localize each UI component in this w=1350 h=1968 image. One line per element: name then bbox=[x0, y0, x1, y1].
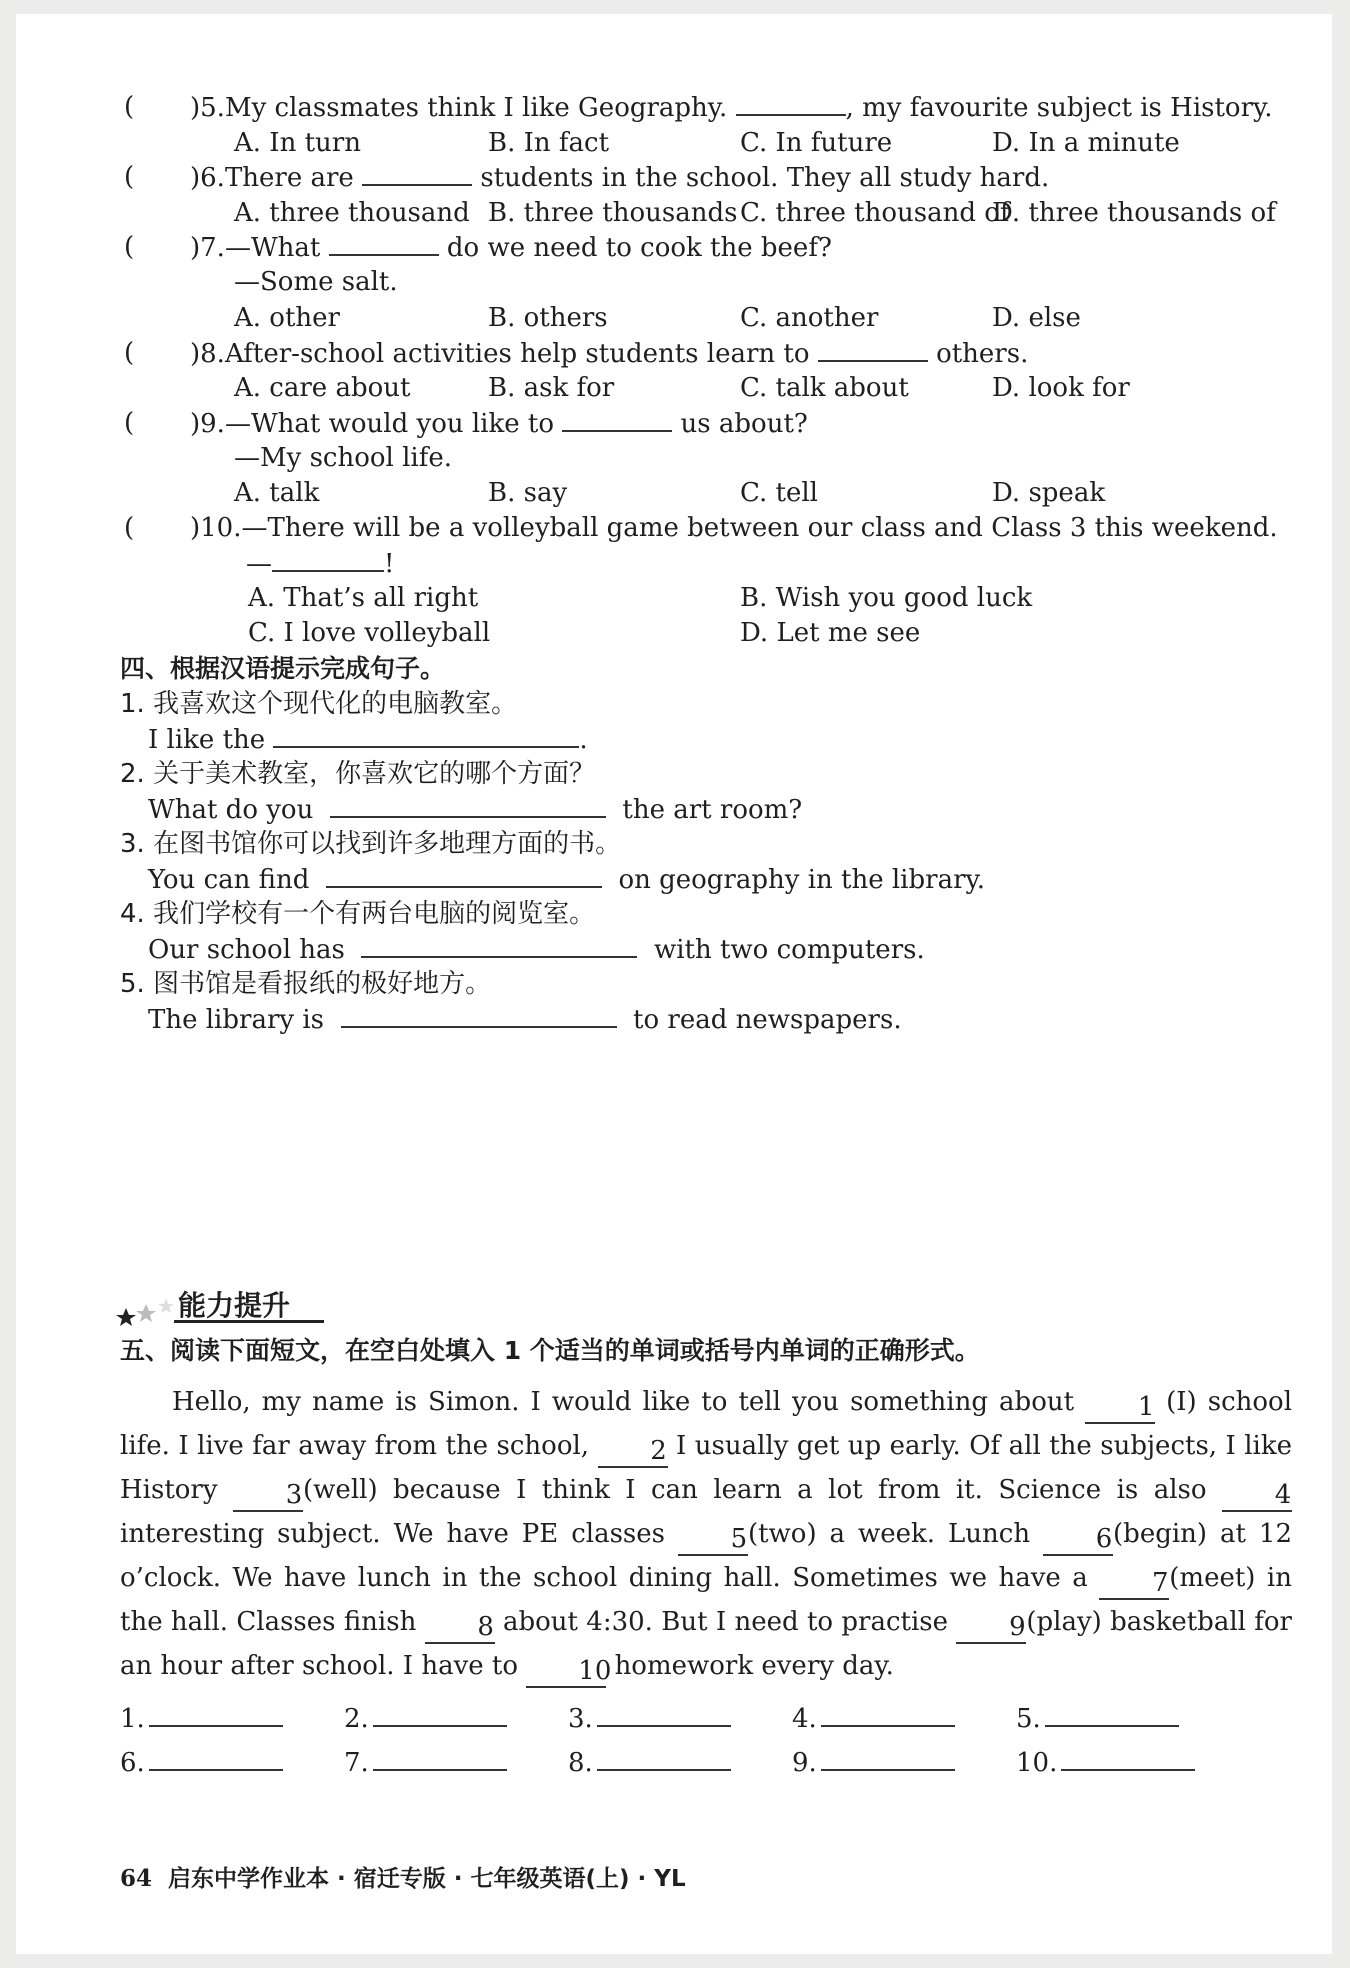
option-b: B. others bbox=[488, 303, 608, 333]
answer-field[interactable] bbox=[597, 1743, 731, 1771]
section-5-title: 五、阅读下面短文，在空白处填入 1 个适当的单词或括号内单词的正确形式。 bbox=[120, 1336, 980, 1365]
answer-line: 5. bbox=[1016, 1699, 1179, 1736]
reply-line: —My school life. bbox=[234, 443, 453, 473]
answer-blank[interactable] bbox=[326, 862, 602, 888]
question-8: )8.After-school activities help students learn to others. bbox=[190, 336, 1028, 371]
numbered-blank[interactable]: 4 bbox=[1222, 1480, 1292, 1512]
question-10: )10.—There will be a volleyball game between our class and Class 3 this weekend. bbox=[190, 513, 1278, 543]
ability-header bbox=[116, 1284, 322, 1324]
question-blank bbox=[329, 230, 439, 256]
answer-field[interactable] bbox=[821, 1699, 955, 1727]
reply-line: —Some salt. bbox=[234, 267, 398, 297]
option-c: C. tell bbox=[740, 478, 818, 508]
option-b: B. Wish you good luck bbox=[740, 583, 1033, 613]
option-d: D. Let me see bbox=[740, 618, 921, 648]
question-6: )6.There are students in the school. They all study hard. bbox=[190, 160, 1049, 195]
option-b: B. three thousands bbox=[488, 198, 738, 228]
worksheet-page bbox=[16, 14, 1332, 1954]
answer-line: 6. bbox=[120, 1743, 283, 1780]
english-sentence: You can find on geography in the library. bbox=[148, 862, 985, 897]
english-sentence: What do you the art room? bbox=[148, 792, 802, 827]
answer-bracket: ( bbox=[124, 408, 135, 438]
option-d: D. look for bbox=[992, 373, 1130, 403]
answer-line: 3. bbox=[568, 1699, 731, 1736]
answer-blank[interactable] bbox=[361, 932, 637, 958]
answer-bracket: ( bbox=[124, 162, 135, 192]
answer-bracket: ( bbox=[124, 513, 135, 543]
answer-bracket: ( bbox=[124, 232, 135, 262]
answer-field[interactable] bbox=[597, 1699, 731, 1727]
numbered-blank[interactable]: 8 bbox=[425, 1612, 495, 1644]
section-4-title: 四、根据汉语提示完成句子。 bbox=[120, 654, 446, 683]
english-sentence: Our school has with two computers. bbox=[148, 932, 925, 967]
page-number: 64 bbox=[120, 1865, 153, 1892]
answer-blank[interactable] bbox=[341, 1002, 617, 1028]
answer-line: 2. bbox=[344, 1699, 507, 1736]
question-blank bbox=[818, 336, 928, 362]
option-d: D. speak bbox=[992, 478, 1106, 508]
numbered-blank[interactable]: 7 bbox=[1099, 1568, 1169, 1600]
chinese-prompt: 2. 关于美术教室，你喜欢它的哪个方面？ bbox=[120, 759, 596, 789]
option-c: C. three thousand of bbox=[740, 198, 1010, 228]
cloze-passage: Hello, my name is Simon. I would like to tell you something about 1 (I) school life. I live far away from the school, 2 I usually get up early. Of all the subjects, I like History 3(well) because I think I can learn a lot from it. Science is also 4 interesting subject. We have PE classes 5(two) a week. Lunch 6(begin) at 12 o’clock. We have lunch in the school dining hall. Sometimes we have a 7(meet) in the hall. Classes finish 8 about 4:30. But I need to practise 9(play) basketball for an hour after school. I have to 10 homework every day. bbox=[120, 1387, 1293, 1686]
option-a: A. talk bbox=[234, 478, 320, 508]
option-b: B. say bbox=[488, 478, 568, 508]
answer-line: 8. bbox=[568, 1743, 731, 1780]
reply-line: — ! bbox=[246, 546, 394, 581]
answer-line: 1. bbox=[120, 1699, 283, 1736]
option-c: C. In future bbox=[740, 128, 893, 158]
answer-field[interactable] bbox=[821, 1743, 955, 1771]
stars-icon bbox=[116, 1294, 176, 1328]
option-c: C. another bbox=[740, 303, 879, 333]
answer-field[interactable] bbox=[149, 1699, 283, 1727]
option-d: D. three thousands of bbox=[992, 198, 1276, 228]
question-blank bbox=[362, 160, 472, 186]
option-c: C. talk about bbox=[740, 373, 909, 403]
answer-bracket: ( bbox=[124, 92, 135, 122]
chinese-prompt: 5. 图书馆是看报纸的极好地方。 bbox=[120, 969, 492, 999]
answer-line: 10. bbox=[1016, 1743, 1195, 1780]
question-blank bbox=[272, 546, 384, 572]
option-d: D. In a minute bbox=[992, 128, 1180, 158]
option-a: A. In turn bbox=[234, 128, 361, 158]
answer-bracket: ( bbox=[124, 338, 135, 368]
answer-field[interactable] bbox=[373, 1699, 507, 1727]
numbered-blank[interactable]: 9 bbox=[956, 1612, 1026, 1644]
answer-field[interactable] bbox=[149, 1743, 283, 1771]
answer-blank[interactable] bbox=[330, 792, 606, 818]
answer-field[interactable] bbox=[373, 1743, 507, 1771]
chinese-prompt: 4. 我们学校有一个有两台电脑的阅览室。 bbox=[120, 899, 596, 929]
question-blank bbox=[562, 406, 672, 432]
numbered-blank[interactable]: 1 bbox=[1085, 1392, 1155, 1424]
ability-label: 能力提升 bbox=[178, 1289, 291, 1322]
question-blank bbox=[736, 90, 846, 116]
question-7: )7.—What do we need to cook the beef? bbox=[190, 230, 832, 265]
numbered-blank[interactable]: 2 bbox=[598, 1436, 668, 1468]
option-a: A. care about bbox=[234, 373, 411, 403]
numbered-blank[interactable]: 5 bbox=[678, 1524, 748, 1556]
answer-field[interactable] bbox=[1061, 1743, 1195, 1771]
answer-field[interactable] bbox=[1045, 1699, 1179, 1727]
option-c: C. I love volleyball bbox=[248, 618, 491, 648]
answer-line: 9. bbox=[792, 1743, 955, 1780]
english-sentence: I like the . bbox=[148, 722, 588, 757]
option-b: B. In fact bbox=[488, 128, 610, 158]
question-5: )5.My classmates think I like Geography. , my favourite subject is History. bbox=[190, 90, 1273, 125]
chinese-prompt: 3. 在图书馆你可以找到许多地理方面的书。 bbox=[120, 829, 622, 859]
answer-blank[interactable] bbox=[273, 722, 579, 748]
page-footer bbox=[120, 1860, 686, 1893]
numbered-blank[interactable]: 3 bbox=[233, 1480, 303, 1512]
option-a: A. three thousand bbox=[234, 198, 470, 228]
option-b: B. ask for bbox=[488, 373, 615, 403]
answer-line: 7. bbox=[344, 1743, 507, 1780]
question-9: )9.—What would you like to us about? bbox=[190, 406, 808, 441]
chinese-prompt: 1. 我喜欢这个现代化的电脑教室。 bbox=[120, 689, 518, 719]
option-a: A. That’s all right bbox=[248, 583, 479, 613]
option-d: D. else bbox=[992, 303, 1081, 333]
english-sentence: The library is to read newspapers. bbox=[148, 1002, 902, 1037]
answer-line: 4. bbox=[792, 1699, 955, 1736]
numbered-blank[interactable]: 10 bbox=[526, 1656, 606, 1688]
option-a: A. other bbox=[234, 303, 340, 333]
book-title: 启东中学作业本 · 宿迁专版 · 七年级英语(上) · YL bbox=[168, 1866, 686, 1892]
numbered-blank[interactable]: 6 bbox=[1043, 1524, 1113, 1556]
